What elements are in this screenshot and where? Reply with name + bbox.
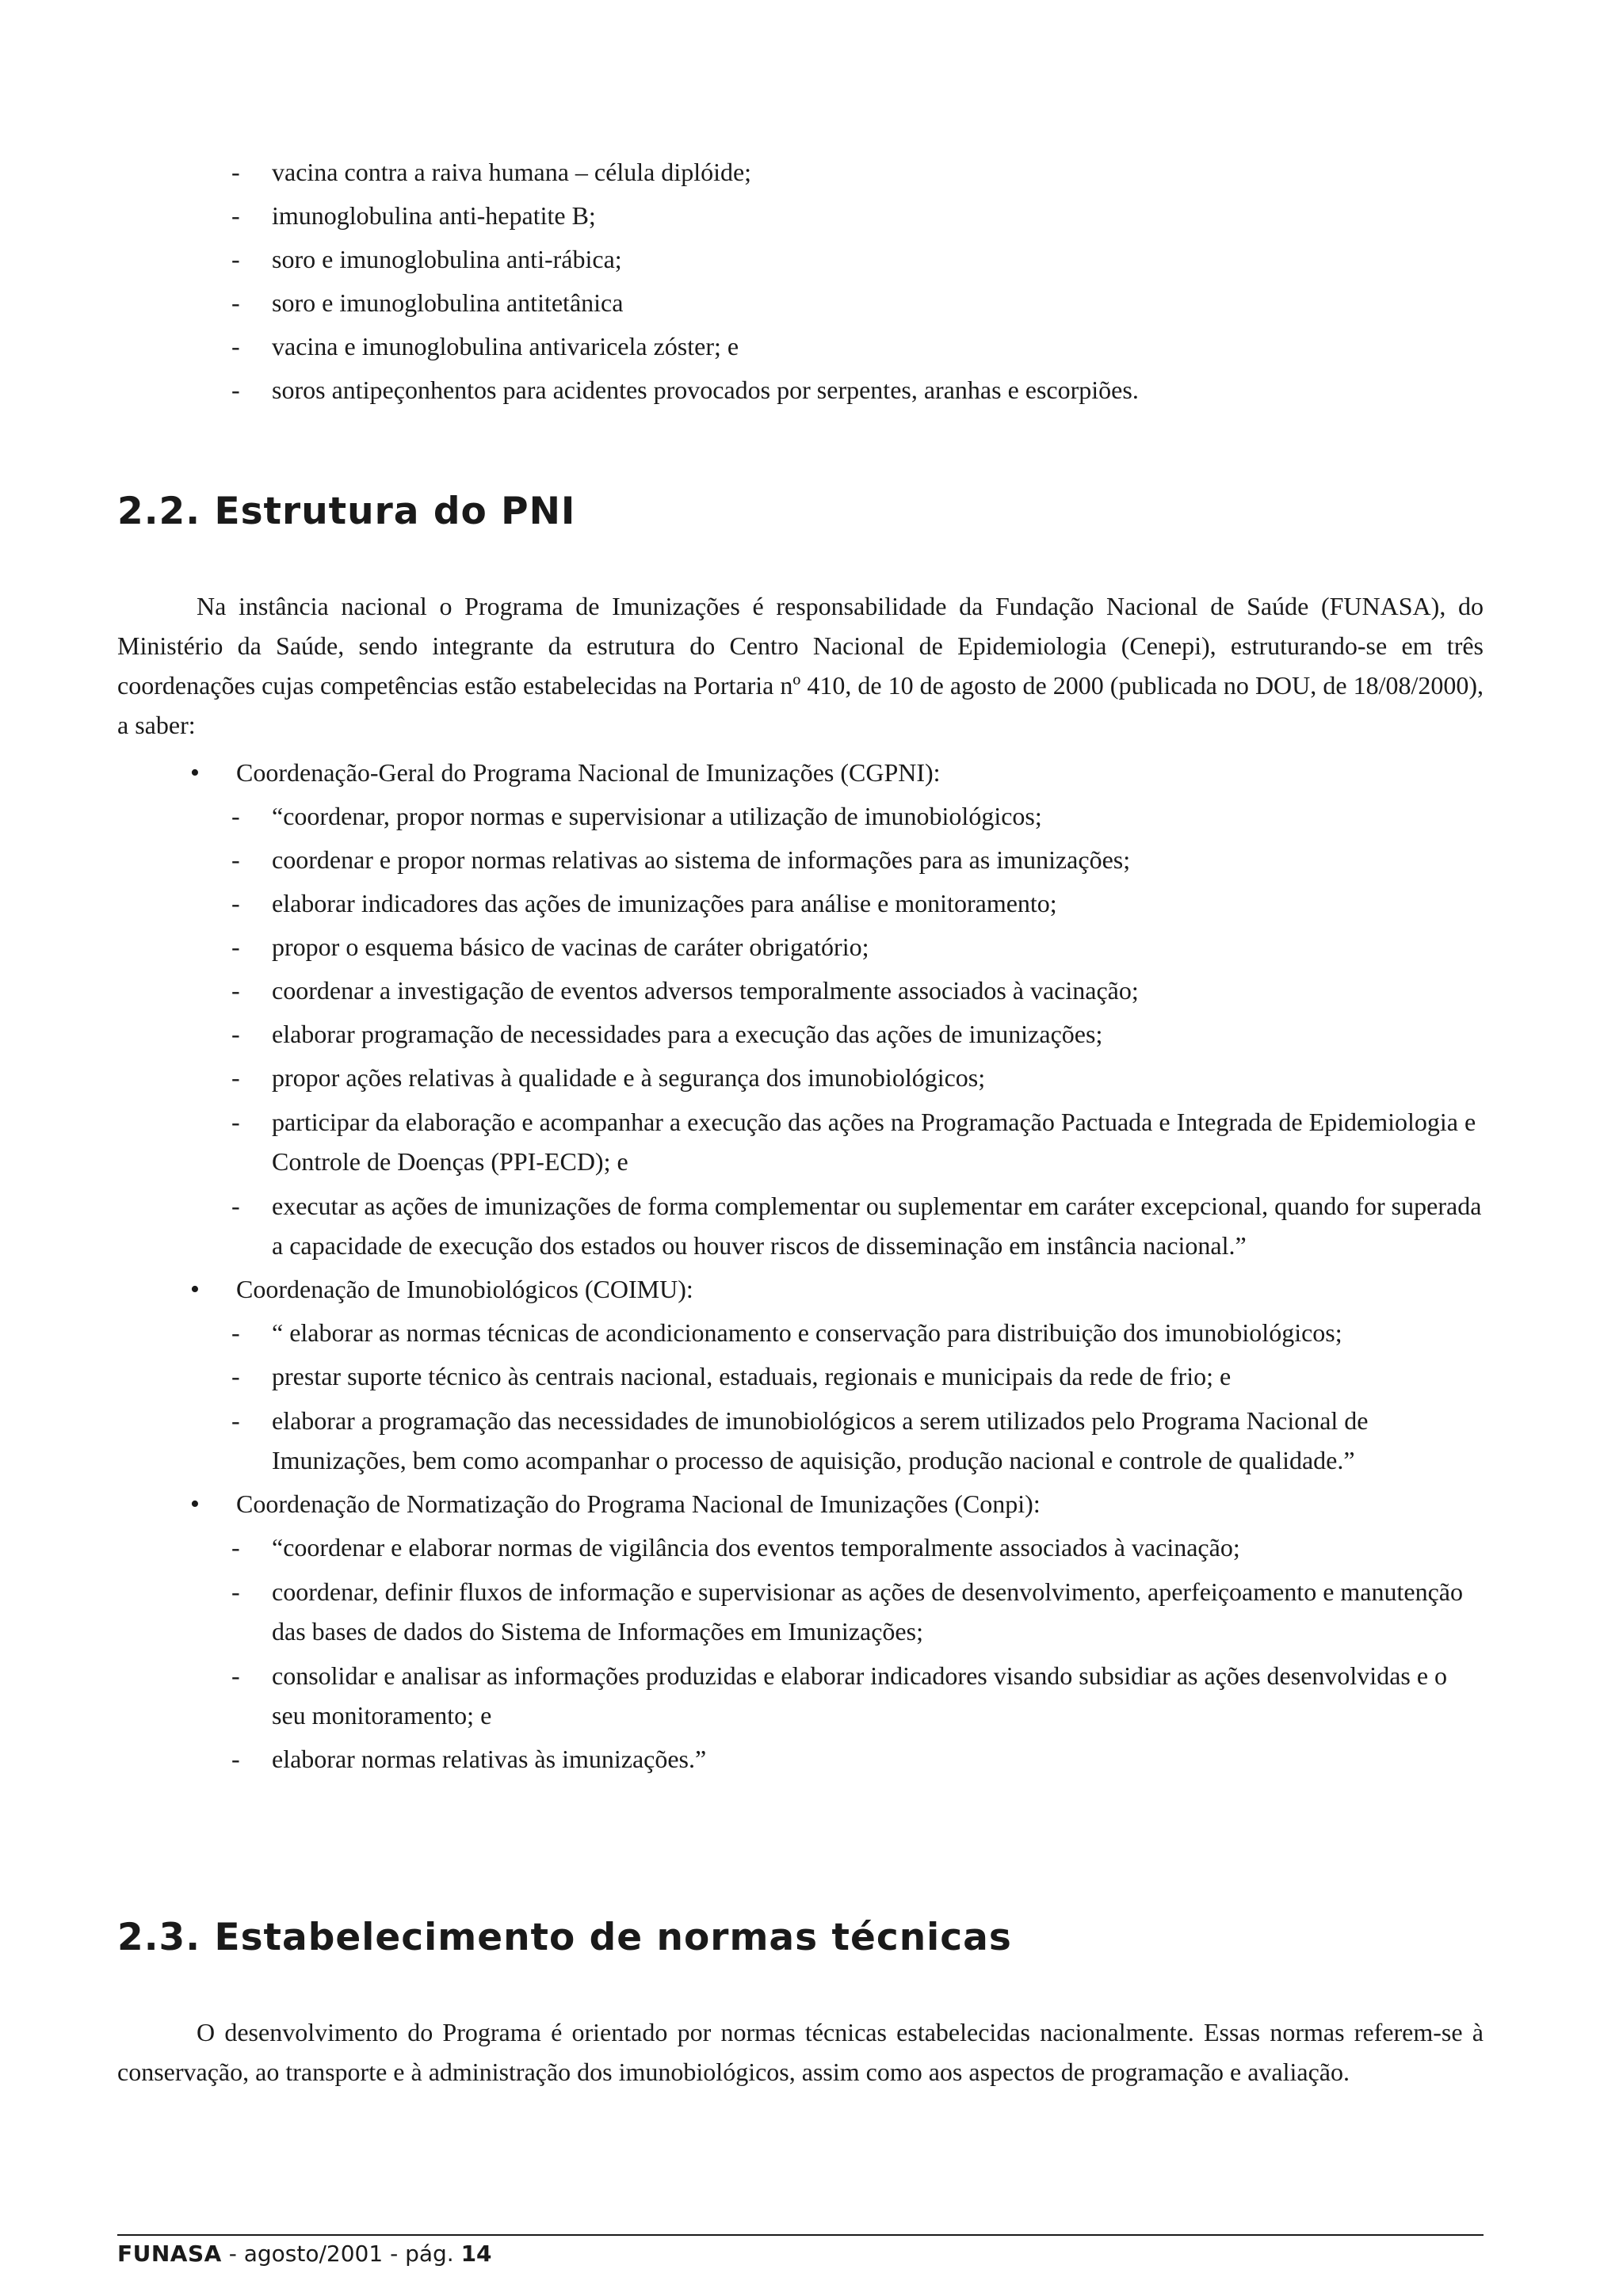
list-item: - soro e imunoglobulina antitetânica — [231, 288, 624, 317]
section-2-3-paragraph: O desenvolvimento do Programa é orientado por normas técnicas estabelecidas nacionalmente. Essas normas referem-se à conservação, ao transporte e à administração dos imunobiológicos, assim como aos aspectos de programação e avaliação. — [117, 2018, 1484, 2086]
list-item: - coordenar a investigação de eventos adversos temporalmente associados à vacinação; — [231, 976, 1139, 1005]
coordination-group-title: • Coordenação de Normatização do Programa Nacional de Imunizações (Conpi): — [0, 1482, 1623, 1526]
list-item: - propor o esquema básico de vacinas de caráter obrigatório; — [231, 933, 869, 961]
list-item: - elaborar a programação das necessidades de imunobiológicos a serem utilizados pelo Programa Nacional de Imunizações, bem como acompanhar o processo de aquisição, produção nacional e controle de qualidade.” — [231, 1406, 1369, 1474]
bullet-icon: • — [190, 1489, 200, 1519]
bullet-icon: • — [190, 1275, 200, 1304]
footer-divider — [117, 2234, 1484, 2236]
list-item: - soro e imunoglobulina anti-rábica; — [231, 245, 622, 273]
list-item: - prestar suporte técnico às centrais nacional, estaduais, regionais e municipais da rede de frio; e — [231, 1362, 1232, 1390]
list-item: - vacina e imunoglobulina antivaricela zóster; e — [231, 332, 739, 360]
footer-date: - agosto/2001 - pág. — [221, 2241, 461, 2267]
coordination-list — [0, 751, 1623, 1781]
list-item: - executar as ações de imunizações de forma complementar ou suplementar em caráter excepcional, quando for superada a capacidade de execução dos estados ou houver riscos de disseminação em instância nacional.” — [231, 1192, 1482, 1260]
list-item: - elaborar programação de necessidades para a execução das ações de imunizações; — [231, 1020, 1103, 1048]
section-heading-2-3: 2.3. Estabelecimento de normas técnicas — [117, 1916, 1012, 1959]
page-footer — [117, 2241, 492, 2267]
list-item: - consolidar e analisar as informações produzidas e elaborar indicadores visando subsidiar as ações desenvolvidas e o seu monitoramento; e — [231, 1661, 1448, 1730]
footer-org: FUNASA — [117, 2241, 222, 2267]
list-item: - elaborar indicadores das ações de imunizações para análise e monitoramento; — [231, 889, 1057, 917]
bullet-icon: • — [190, 758, 200, 788]
list-item: - “coordenar, propor normas e supervisionar a utilização de imunobiológicos; — [231, 802, 1042, 830]
list-item: - “coordenar e elaborar normas de vigilância dos eventos temporalmente associados à vacinação; — [231, 1533, 1240, 1562]
list-item: - coordenar e propor normas relativas ao sistema de informações para as imunizações; — [231, 845, 1131, 874]
intro-list — [0, 151, 1623, 412]
coordination-group-title: • Coordenação de Imunobiológicos (COIMU): — [0, 1268, 1623, 1311]
section-2-2-paragraph: Na instância nacional o Programa de Imunizações é responsabilidade da Fundação Nacional de Saúde (FUNASA), do Ministério da Saúde, sendo integrante da estrutura do Centro Nacional de Epidemiologia (Cenepi), estruturando-se em três coordenações cujas competências estão estabelecidas na Portaria nº 410, de 10 de agosto de 2000 (publicada no DOU, de 18/08/2000), a saber: — [117, 592, 1484, 739]
list-item: - participar da elaboração e acompanhar a execução das ações na Programação Pactuada e Integrada de Epidemiologia e Controle de Doenças (PPI-ECD); e — [231, 1108, 1476, 1176]
page-number: 14 — [460, 2241, 492, 2267]
coordination-group-title: • Coordenação-Geral do Programa Nacional de Imunizações (CGPNI): — [0, 751, 1623, 795]
list-item: - elaborar normas relativas às imunizações.” — [231, 1745, 707, 1773]
list-item: - soros antipeçonhentos para acidentes provocados por serpentes, aranhas e escorpiões. — [231, 376, 1139, 404]
list-item: - imunoglobulina anti-hepatite B; — [231, 201, 596, 230]
list-item: - “ elaborar as normas técnicas de acondicionamento e conservação para distribuição dos imunobiológicos; — [231, 1318, 1342, 1347]
list-item: - coordenar, definir fluxos de informação e supervisionar as ações de desenvolvimento, aperfeiçoamento e manutenção das bases de dados do Sistema de Informações em Imunizações; — [231, 1577, 1463, 1646]
list-item: - propor ações relativas à qualidade e à segurança dos imunobiológicos; — [231, 1063, 986, 1092]
list-item: - vacina contra a raiva humana – célula diplóide; — [231, 158, 752, 186]
section-heading-2-2: 2.2. Estrutura do PNI — [117, 490, 576, 533]
